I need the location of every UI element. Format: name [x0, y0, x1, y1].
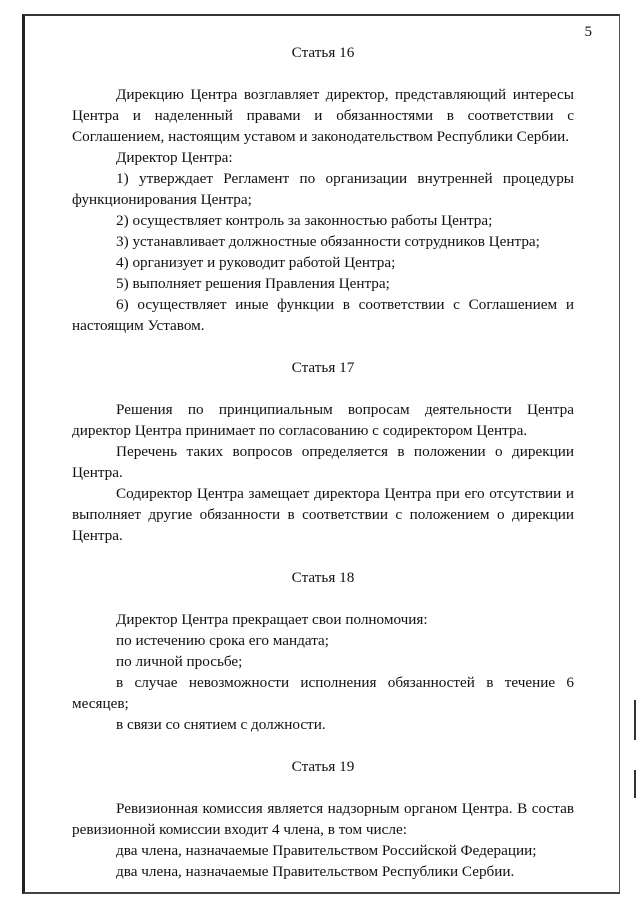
article-heading: Статья 17 — [291, 359, 355, 376]
scan-edge-mark — [634, 770, 636, 798]
list-item: по истечению срока его мандата; — [116, 632, 329, 649]
paragraph: Директор Центра: — [116, 149, 233, 166]
list-item: в случае невозможности исполнения обязанностей в течение 6 месяцев; — [72, 674, 574, 712]
page-number: 5 — [584, 24, 592, 40]
list-item: 2) осуществляет контроль за законностью работы Центра; — [116, 212, 493, 229]
list-item: 4) организует и руководит работой Центра; — [116, 254, 396, 271]
list-item: два члена, назначаемые Правительством Республики Сербии. — [116, 863, 515, 880]
article-heading: Статья 18 — [291, 569, 355, 586]
list-item: два члена, назначаемые Правительством Российской Федерации; — [116, 842, 537, 859]
paragraph: Содиректор Центра замещает директора Центра при его отсутствии и выполняет другие обязанности в соответствии с положением о дирекции Центра. — [72, 485, 574, 544]
paragraph: Ревизионная комиссия является надзорным органом Центра. В состав ревизионной комиссии входит 4 члена, в том числе: — [72, 800, 574, 838]
article-heading: Статья 19 — [291, 758, 355, 775]
document-body — [72, 42, 574, 882]
list-item: по личной просьбе; — [116, 653, 243, 670]
paragraph: Директор Центра прекращает свои полномочия: — [116, 611, 428, 628]
list-item: 3) устанавливает должностные обязанности сотрудников Центра; — [116, 233, 540, 250]
list-item: в связи со снятием с должности. — [116, 716, 326, 733]
scan-edge-mark — [634, 700, 636, 740]
paragraph: Решения по принципиальным вопросам деятельности Центра директор Центра принимает по согласованию с содиректором Центра. — [72, 401, 574, 439]
article-heading: Статья 16 — [291, 44, 355, 61]
paragraph: Перечень таких вопросов определяется в положении о дирекции Центра. — [72, 443, 574, 481]
list-item: 1) утверждает Регламент по организации внутренней процедуры функционирования Центра; — [72, 170, 574, 208]
list-item: 6) осуществляет иные функции в соответствии с Соглашением и настоящим Уставом. — [72, 296, 574, 334]
list-item: 5) выполняет решения Правления Центра; — [116, 275, 390, 292]
paragraph: Дирекцию Центра возглавляет директор, представляющий интересы Центра и наделенный правами и обязанностями в соответствии с Соглашением, настоящим уставом и законодательством Республики Сербии. — [72, 86, 574, 145]
